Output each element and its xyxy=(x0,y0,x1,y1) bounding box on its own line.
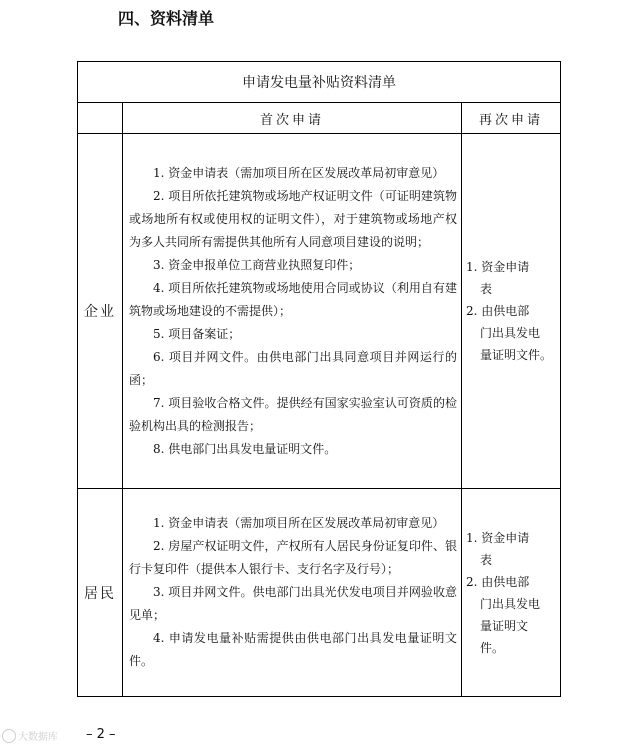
list-item: 7. 项目验收合格文件。提供经有国家实验室认可资质的检验机构出具的检测报告； xyxy=(129,395,457,433)
list-item: 1. 资金申请 xyxy=(466,260,530,274)
watermark-logo-icon xyxy=(2,729,16,743)
list-item: 6. 项目并网文件。由供电部门出具同意项目并网运行的函； xyxy=(129,349,457,387)
list-item: 3. 项目并网文件。供电部门出具光伏发电项目并网验收意见单； xyxy=(129,585,457,622)
table-row-resident xyxy=(78,489,561,697)
category-resident: 居民 xyxy=(78,489,123,697)
materials-table xyxy=(77,61,561,697)
list-item: 5. 项目备案证； xyxy=(153,326,241,341)
watermark-text: 大数据库 xyxy=(18,732,58,743)
list-item-continued: 门出具发电 xyxy=(480,596,541,611)
list-item: 1. 资金申请表（需加项目所在区发展改革局初审意见） xyxy=(153,165,445,180)
table-title: 申请发电量补贴资料清单 xyxy=(78,62,561,103)
resident-first-list xyxy=(123,489,462,697)
table-title-row xyxy=(78,62,561,103)
list-item-continued: 表 xyxy=(480,282,493,296)
header-blank-cell xyxy=(78,103,123,134)
watermark xyxy=(2,728,58,743)
list-item: 2. 由供电部 xyxy=(466,304,530,318)
section-heading: 四、资料清单 xyxy=(118,9,215,28)
list-item: 1. 资金申请表（需加项目所在区发展改革局初审意见） xyxy=(153,516,445,530)
list-item-continued: 件。 xyxy=(480,640,505,655)
list-item-continued: 量证明文 xyxy=(480,618,529,633)
header-first-apply: 首次申请 xyxy=(123,103,462,134)
list-item: 2. 房屋产权证明文件，产权所有人居民身份证复印件、银行卡复印件（提供本人银行卡、支行名字及行号）； xyxy=(129,539,457,576)
list-item-continued: 表 xyxy=(480,552,493,567)
enterprise-first-list xyxy=(123,134,462,489)
table-row-enterprise xyxy=(78,134,561,489)
page-number: – 2 – xyxy=(86,727,116,742)
list-item-continued: 门出具发电 xyxy=(480,326,541,340)
list-item: 2. 项目所依托建筑物或场地产权证明文件（可证明建筑物或场地所有权或使用权的证明文件），对于建筑物或场地产权为多人共同所有需提供其他所有人同意项目建设的说明； xyxy=(129,188,457,249)
category-enterprise: 企业 xyxy=(78,134,123,489)
table-header-row xyxy=(78,103,561,134)
list-item: 3. 资金申报单位工商营业执照复印件； xyxy=(153,257,361,272)
list-item: 1. 资金申请 xyxy=(466,530,530,545)
list-item-continued: 量证明文件。 xyxy=(480,348,553,362)
list-item: 2. 由供电部 xyxy=(466,574,530,589)
list-item: 4. 申请发电量补贴需提供由供电部门出具发电量证明文件。 xyxy=(129,631,457,668)
list-item: 8. 供电部门出具发电量证明文件。 xyxy=(153,441,337,456)
enterprise-again-list xyxy=(462,134,561,489)
list-item: 4. 项目所依托建筑物或场地使用合同或协议（利用自有建筑物或场地建设的不需提供）； xyxy=(129,280,457,318)
resident-again-list xyxy=(462,489,561,697)
header-again-apply: 再次申请 xyxy=(462,103,561,134)
